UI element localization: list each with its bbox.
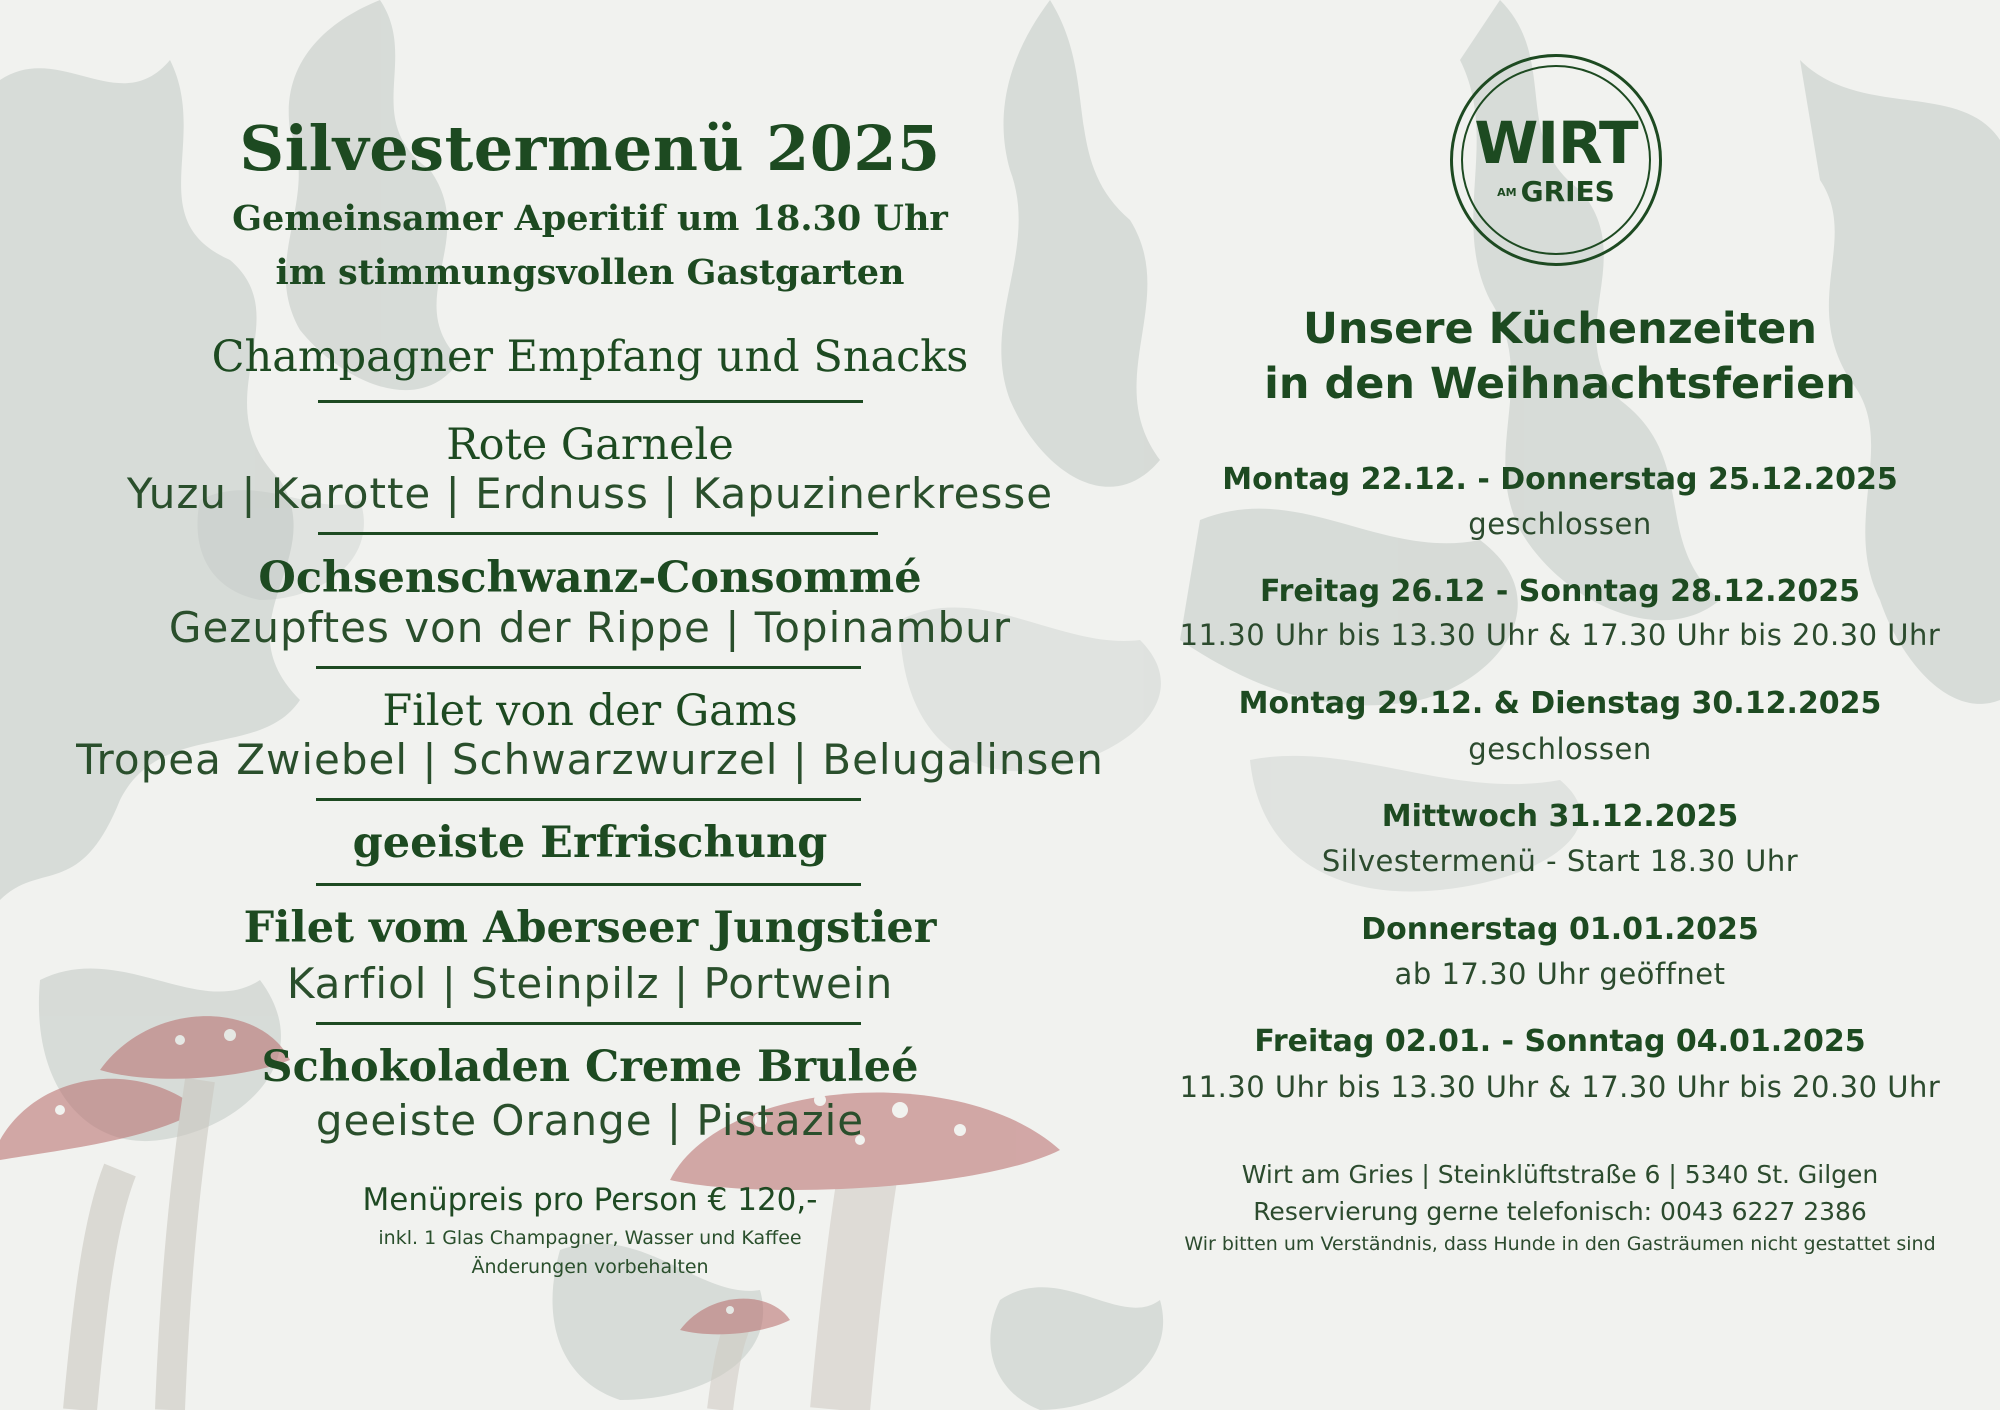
course-name: Champagner Empfang und Snacks bbox=[211, 332, 969, 382]
footer-dogs-notice: Wir bitten um Verständnis, dass Hunde in den Gasträumen nicht gestattet sind bbox=[1184, 1233, 1936, 1255]
course-name: Ochsenschwanz-Consommé bbox=[258, 553, 922, 603]
hours-info: 11.30 Uhr bis 13.30 Uhr & 17.30 Uhr bis 20.30 Uhr bbox=[1179, 618, 1941, 652]
kitchen-hours-panel bbox=[1120, 0, 2000, 1410]
menu-title: Silvestermenü 2025 bbox=[239, 112, 941, 185]
menu-note-included: inkl. 1 Glas Champagner, Wasser und Kaffee bbox=[378, 1227, 802, 1249]
hours-day: Montag 29.12. & Dienstag 30.12.2025 bbox=[1238, 686, 1882, 721]
menu-subtitle-line1: Gemeinsamer Aperitif um 18.30 Uhr bbox=[232, 198, 948, 239]
course-divider bbox=[318, 400, 863, 403]
course-divider bbox=[316, 798, 861, 801]
course-description: Tropea Zwiebel | Schwarzwurzel | Belugalinsen bbox=[76, 735, 1104, 784]
logo-gries: GRIES bbox=[1520, 175, 1615, 208]
course-description: Gezupftes von der Rippe | Topinambur bbox=[168, 603, 1012, 652]
hours-info: geschlossen bbox=[1468, 732, 1652, 766]
menu-price: Menüpreis pro Person € 120,- bbox=[362, 1182, 818, 1218]
course-divider bbox=[318, 532, 878, 535]
menu-subtitle-line2: im stimmungsvollen Gastgarten bbox=[275, 252, 905, 293]
hours-info: 11.30 Uhr bis 13.30 Uhr & 17.30 Uhr bis 20.30 Uhr bbox=[1179, 1070, 1941, 1104]
hours-heading-line2: in den Weihnachtsferien bbox=[1264, 359, 1856, 409]
menu-note-changes: Änderungen vorbehalten bbox=[471, 1256, 709, 1278]
footer-address: Wirt am Gries | Steinklüftstraße 6 | 5340 St. Gilgen bbox=[1241, 1160, 1879, 1189]
hours-day: Freitag 02.01. - Sonntag 04.01.2025 bbox=[1254, 1024, 1866, 1059]
footer-phone: Reservierung gerne telefonisch: 0043 6227 2386 bbox=[1253, 1197, 1867, 1226]
course-name: Filet von der Gams bbox=[382, 686, 798, 736]
logo-subline bbox=[1453, 177, 1659, 208]
course-description: Yuzu | Karotte | Erdnuss | Kapuzinerkresse bbox=[126, 469, 1054, 518]
logo-am: AM bbox=[1497, 186, 1517, 199]
course-name: geeiste Erfrischung bbox=[352, 818, 828, 868]
hours-day: Freitag 26.12 - Sonntag 28.12.2025 bbox=[1260, 574, 1860, 609]
course-name: Schokoladen Creme Bruleé bbox=[261, 1042, 919, 1092]
course-name: Rote Garnele bbox=[446, 420, 734, 470]
restaurant-logo bbox=[1450, 54, 1662, 266]
hours-heading-line1: Unsere Küchenzeiten bbox=[1303, 304, 1817, 354]
course-divider bbox=[316, 666, 861, 669]
course-description: Karfiol | Steinpilz | Portwein bbox=[286, 959, 894, 1008]
hours-info: geschlossen bbox=[1468, 507, 1652, 541]
hours-day: Montag 22.12. - Donnerstag 25.12.2025 bbox=[1222, 462, 1898, 497]
logo-wordmark: WIRT bbox=[1474, 109, 1638, 177]
course-divider bbox=[316, 883, 861, 886]
hours-info: ab 17.30 Uhr geöffnet bbox=[1394, 957, 1726, 991]
course-divider bbox=[316, 1022, 861, 1025]
course-description: geeiste Orange | Pistazie bbox=[315, 1096, 865, 1145]
hours-day: Mittwoch 31.12.2025 bbox=[1381, 799, 1739, 834]
hours-info: Silvestermenü - Start 18.30 Uhr bbox=[1321, 844, 1799, 878]
course-name: Filet vom Aberseer Jungstier bbox=[243, 903, 937, 953]
hours-day: Donnerstag 01.01.2025 bbox=[1361, 912, 1759, 947]
